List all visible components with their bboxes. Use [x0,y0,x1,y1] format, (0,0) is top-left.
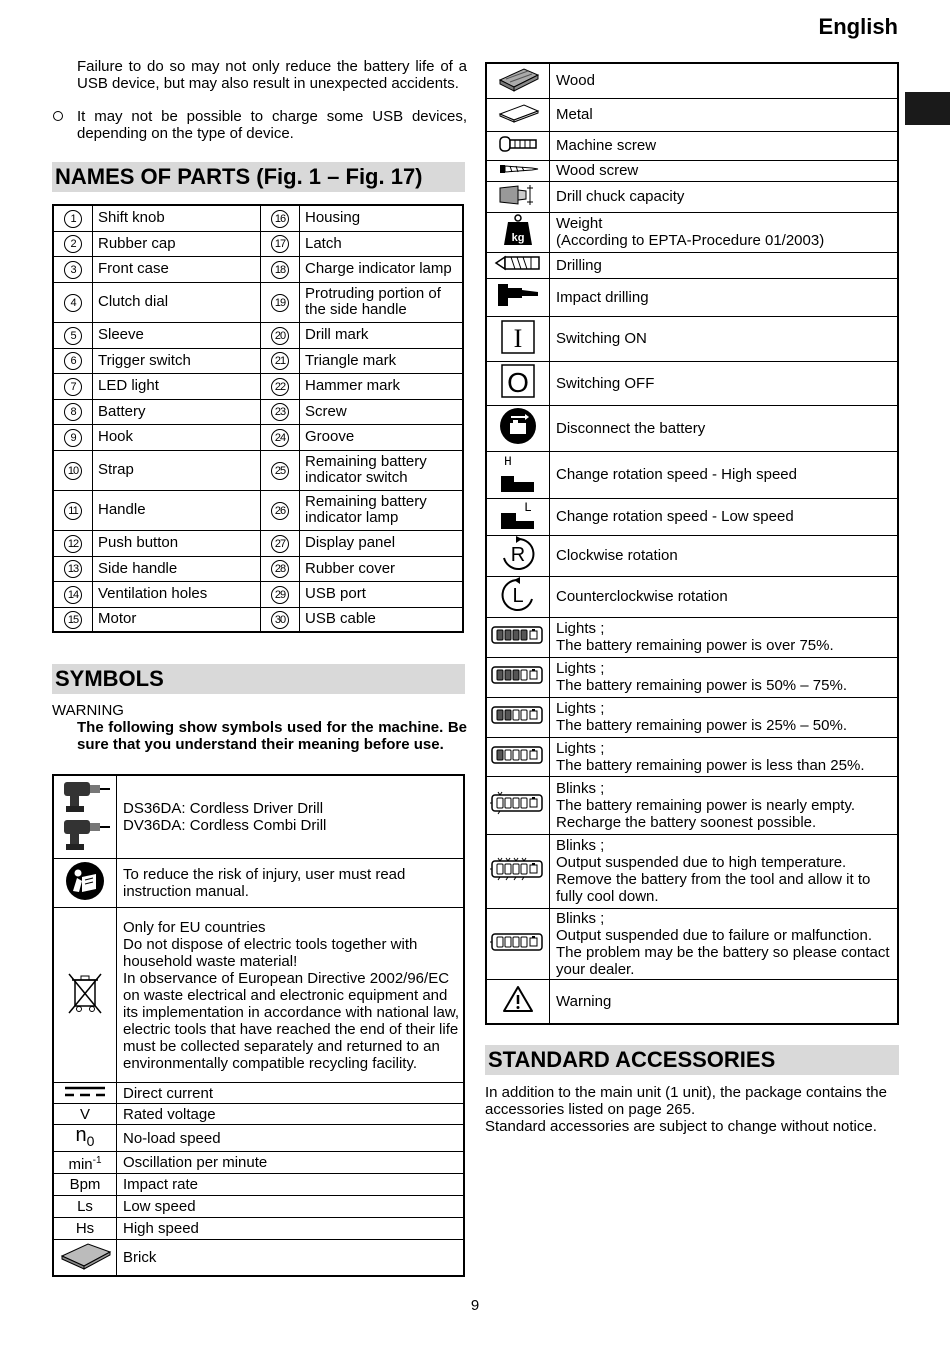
part-number-cell [53,450,93,490]
intro-bullet-text: It may not be possible to charge some USB devices, depending on the type of device. [77,108,467,142]
symbol-cell [53,859,117,908]
part-number-cell [53,322,93,348]
part-number-cell [53,205,93,231]
symbol-description: Wood [550,63,899,98]
part-number-cell [53,556,93,581]
symbol-cell [486,535,550,576]
table-row [53,859,464,908]
part-number-cell [53,282,93,322]
symbol-cell [486,776,550,834]
symbol-cell [486,617,550,657]
svg-text:I: I [513,323,523,353]
symbol-description: Impact rate [117,1174,465,1196]
part-name: USB cable [300,607,464,632]
accessories-text: In addition to the main unit (1 unit), the package contains the accessories listed on page 265. Standard accessories are subject to change without notice. [485,1084,887,1135]
crossed-bin-icon [65,971,105,1015]
table-row [486,776,898,834]
parts-table [52,204,464,633]
symbol-text: V [79,1105,90,1123]
counterclockwise-icon [499,577,537,613]
warning-text: The following show symbols used for the machine. Be sure that you understand their meaning before use. [77,719,467,753]
part-name: Rubber cover [300,556,464,581]
part-number-cell [261,399,300,424]
symbol-cell [486,212,550,252]
part-number: 9 [64,429,82,447]
part-number-cell [261,256,300,282]
part-name: Latch [300,231,464,256]
brick-icon [58,1240,112,1270]
symbol-cell [486,181,550,212]
drill-chuck-icon [496,182,540,208]
symbol-description: Blinks ; Output suspended due to failure or malfunction. The problem may be the battery so please contact your dealer. [550,908,899,979]
symbol-cell [486,278,550,316]
part-number: 16 [271,210,289,228]
part-number-cell [53,373,93,399]
symbol-text: Hs [75,1220,95,1237]
table-row [53,282,463,322]
table-row [53,205,463,231]
symbol-text: Bpm [69,1176,101,1193]
table-row [486,498,898,535]
part-number-cell [53,424,93,450]
part-number-cell [261,205,300,231]
symbol-cell [486,498,550,535]
part-number-cell [261,607,300,632]
symbol-description: Weight (According to EPTA-Procedure 01/2003) [550,212,899,252]
symbols-table-left [52,774,465,1277]
part-number: 25 [271,462,289,480]
table-row [486,405,898,451]
part-name: USB port [300,581,464,607]
table-row [486,617,898,657]
table-row [486,361,898,405]
part-number: 11 [64,502,82,520]
symbol-description: Oscillation per minute [117,1152,465,1174]
part-number-cell [261,322,300,348]
symbol-cell [486,316,550,361]
part-name: Trigger switch [93,348,261,373]
part-number: 29 [271,586,289,604]
part-name: Strap [93,450,261,490]
part-name: Display panel [300,530,464,556]
symbol-cell [53,1218,117,1240]
part-name: Side handle [93,556,261,581]
table-row [53,373,463,399]
part-name: Rubber cap [93,231,261,256]
symbol-cell [486,451,550,498]
table-row [486,576,898,617]
part-number-cell [261,373,300,399]
part-number: 28 [271,560,289,578]
part-number-cell [53,231,93,256]
symbol-cell [53,908,117,1083]
part-number: 30 [271,611,289,629]
table-row [486,160,898,181]
symbol-cell [53,1196,117,1218]
symbol-description: Switching OFF [550,361,899,405]
symbol-description: Metal [550,98,899,131]
table-row [53,1104,464,1125]
part-number: 18 [271,261,289,279]
part-number: 14 [64,586,82,604]
intro-bullet [52,108,467,142]
table-row [486,63,898,98]
table-row [53,231,463,256]
table-row [486,181,898,212]
symbol-cell [53,1104,117,1125]
part-number-cell [53,581,93,607]
symbol-description: Lights ; The battery remaining power is over 75%. [550,617,899,657]
symbol-cell [53,775,117,859]
part-number-cell [53,256,93,282]
no-load-speed-symbol: $n_0$ [75,1123,95,1149]
table-row [53,399,463,424]
battery-3-icon [490,663,546,687]
table-row [486,252,898,278]
table-row [486,834,898,908]
part-name: Protruding portion of the side handle [300,282,464,322]
warning-icon [502,985,534,1013]
part-number-cell [261,490,300,530]
part-name: Push button [93,530,261,556]
machine-screw-icon [496,135,540,153]
part-number-cell [261,231,300,256]
symbol-description: Wood screw [550,160,899,181]
part-number-cell [261,530,300,556]
symbol-cell [53,1125,117,1152]
part-number: 23 [271,403,289,421]
table-row [53,1125,464,1152]
symbol-description: Switching ON [550,316,899,361]
weight-icon [502,213,534,247]
part-name: Remaining battery indicator lamp [300,490,464,530]
table-row [53,908,464,1083]
part-name: Shift knob [93,205,261,231]
part-number: 22 [271,378,289,396]
part-number: 19 [271,294,289,312]
direct-current-icon [63,1084,107,1098]
table-row [53,581,463,607]
per-minute-symbol: $\min^{-1}$ [68,1155,102,1173]
part-number: 24 [271,429,289,447]
switch-off-icon [500,363,536,399]
part-name: Charge indicator lamp [300,256,464,282]
part-number: 21 [271,352,289,370]
battery-blink-0-icon [490,930,546,954]
battery-2-icon [490,703,546,727]
symbol-cell [486,160,550,181]
table-row [53,607,463,632]
symbol-cell [53,1174,117,1196]
symbol-description: Direct current [117,1083,465,1104]
part-name: LED light [93,373,261,399]
names-of-parts-heading: NAMES OF PARTS (Fig. 1 – Fig. 17) [52,162,465,192]
symbol-cell [486,98,550,131]
symbol-description: Change rotation speed - Low speed [550,498,899,535]
part-name: Hammer mark [300,373,464,399]
symbol-description: Blinks ; The battery remaining power is nearly empty. Recharge the battery soonest possible. [550,776,899,834]
symbols-table-right [485,62,899,1025]
table-row [486,131,898,160]
svg-text:R: R [510,543,526,566]
symbol-description: Blinks ; Output suspended due to high temperature. Remove the battery from the tool and allow it to fully cool down. [550,834,899,908]
drill-models-icon [56,776,114,854]
part-number: 20 [271,327,289,345]
part-number-cell [261,556,300,581]
symbol-description: DS36DA: Cordless Driver Drill DV36DA: Cordless Combi Drill [117,775,465,859]
read-manual-icon [65,861,105,901]
part-name: Hook [93,424,261,450]
part-name: Groove [300,424,464,450]
table-row [53,556,463,581]
part-number: 13 [64,560,82,578]
svg-text:L: L [512,584,524,607]
part-name: Triangle mark [300,348,464,373]
symbol-description: Lights ; The battery remaining power is 50% – 75%. [550,657,899,697]
battery-4-icon [490,623,546,647]
symbol-description: Clockwise rotation [550,535,899,576]
battery-1-icon [490,743,546,767]
part-number-cell [261,424,300,450]
table-row [53,1083,464,1104]
symbol-cell [486,131,550,160]
part-number: 5 [64,327,82,345]
symbol-cell [53,1152,117,1174]
part-name: Battery [93,399,261,424]
table-row [53,256,463,282]
clockwise-icon [499,536,537,572]
symbol-cell [486,979,550,1024]
symbol-description: Impact drilling [550,278,899,316]
battery-blink-1-icon [490,791,546,815]
part-name: Housing [300,205,464,231]
part-number: 10 [64,462,82,480]
switch-on-icon [500,319,536,355]
metal-icon [496,102,540,124]
table-row [53,490,463,530]
symbol-description: Only for EU countries Do not dispose of electric tools together with household waste material! In observance of European Directive 2002/96/EC on waste electrical and electronic equipment and its implementation in accordance with national law, electric tools that have reached the end of their life must be collected separately and returned to an environmentally compatible recycling facility. [117,908,465,1083]
symbol-description: No-load speed [117,1125,465,1152]
part-number: 12 [64,535,82,553]
table-row [486,98,898,131]
svg-text:O: O [507,367,529,398]
symbol-cell [486,361,550,405]
symbol-cell [486,697,550,737]
symbol-description: Low speed [117,1196,465,1218]
symbol-description: Drill chuck capacity [550,181,899,212]
part-number-cell [53,607,93,632]
symbol-description: Counterclockwise rotation [550,576,899,617]
part-number-cell [53,399,93,424]
table-row [486,278,898,316]
symbol-cell [486,737,550,776]
symbol-description: Warning [550,979,899,1024]
table-row [53,775,464,859]
table-row [486,657,898,697]
symbol-cell [486,657,550,697]
high-speed-icon [498,452,538,494]
table-row [486,697,898,737]
symbol-cell [486,834,550,908]
symbol-description: Rated voltage [117,1104,465,1125]
impact-drilling-icon [494,280,542,310]
part-number: 15 [64,611,82,629]
part-number: 6 [64,352,82,370]
table-row [53,1196,464,1218]
table-row [53,1174,464,1196]
symbol-description: To reduce the risk of injury, user must read instruction manual. [117,859,465,908]
symbols-heading: SYMBOLS [52,664,465,694]
symbol-cell [486,576,550,617]
part-name: Handle [93,490,261,530]
table-row [53,1218,464,1240]
part-number: 2 [64,235,82,253]
section-tab-marker [905,92,950,125]
low-speed-icon [498,499,538,531]
part-number: 27 [271,535,289,553]
part-name: Drill mark [300,322,464,348]
part-number: 8 [64,403,82,421]
part-number-cell [261,282,300,322]
part-number: 4 [64,294,82,312]
bullet-ring-icon [53,111,63,121]
table-row [53,1240,464,1276]
part-name: Motor [93,607,261,632]
part-name: Ventilation holes [93,581,261,607]
svg-text:kg: kg [511,232,525,244]
symbol-description: Machine screw [550,131,899,160]
table-row [53,1152,464,1174]
table-row [486,316,898,361]
symbol-cell [486,63,550,98]
battery-blink-all-icon [490,857,546,881]
part-number: 7 [64,378,82,396]
symbol-description: Drilling [550,252,899,278]
drilling-icon [493,254,543,272]
language-label: English [818,14,898,39]
table-row [486,535,898,576]
symbol-description: Lights ; The battery remaining power is less than 25%. [550,737,899,776]
part-name: Clutch dial [93,282,261,322]
part-name: Screw [300,399,464,424]
symbol-description: High speed [117,1218,465,1240]
symbol-cell [486,908,550,979]
part-name: Remaining battery indicator switch [300,450,464,490]
part-name: Front case [93,256,261,282]
part-number: 1 [64,210,82,228]
wood-icon [496,66,540,92]
table-row [486,908,898,979]
table-row [486,737,898,776]
part-number: 17 [271,235,289,253]
part-name: Sleeve [93,322,261,348]
symbol-description: Lights ; The battery remaining power is 25% – 50%. [550,697,899,737]
symbol-description: Brick [117,1240,465,1276]
intro-continuation: Failure to do so may not only reduce the battery life of a USB device, but may also result in unexpected accidents. [77,58,467,92]
symbol-description: Change rotation speed - High speed [550,451,899,498]
part-number-cell [261,348,300,373]
svg-text:H: H [504,453,512,469]
table-row [53,450,463,490]
table-row [53,322,463,348]
symbol-cell [486,405,550,451]
table-row [486,451,898,498]
symbol-description: Disconnect the battery [550,405,899,451]
wood-screw-icon [496,163,540,175]
part-number: 26 [271,502,289,520]
table-row [53,424,463,450]
symbol-cell [486,252,550,278]
part-number-cell [53,348,93,373]
symbol-cell [53,1083,117,1104]
part-number-cell [53,530,93,556]
table-row [486,212,898,252]
warning-label: WARNING [52,702,124,719]
part-number-cell [261,450,300,490]
table-row [53,530,463,556]
part-number: 3 [64,261,82,279]
disconnect-battery-icon [499,407,537,445]
svg-text:L: L [524,499,532,515]
page-number: 9 [470,1297,480,1314]
table-row [486,979,898,1024]
part-number-cell [53,490,93,530]
symbol-cell [53,1240,117,1276]
symbol-text: Ls [77,1198,93,1215]
part-number-cell [261,581,300,607]
table-row [53,348,463,373]
standard-accessories-heading: STANDARD ACCESSORIES [485,1045,899,1075]
